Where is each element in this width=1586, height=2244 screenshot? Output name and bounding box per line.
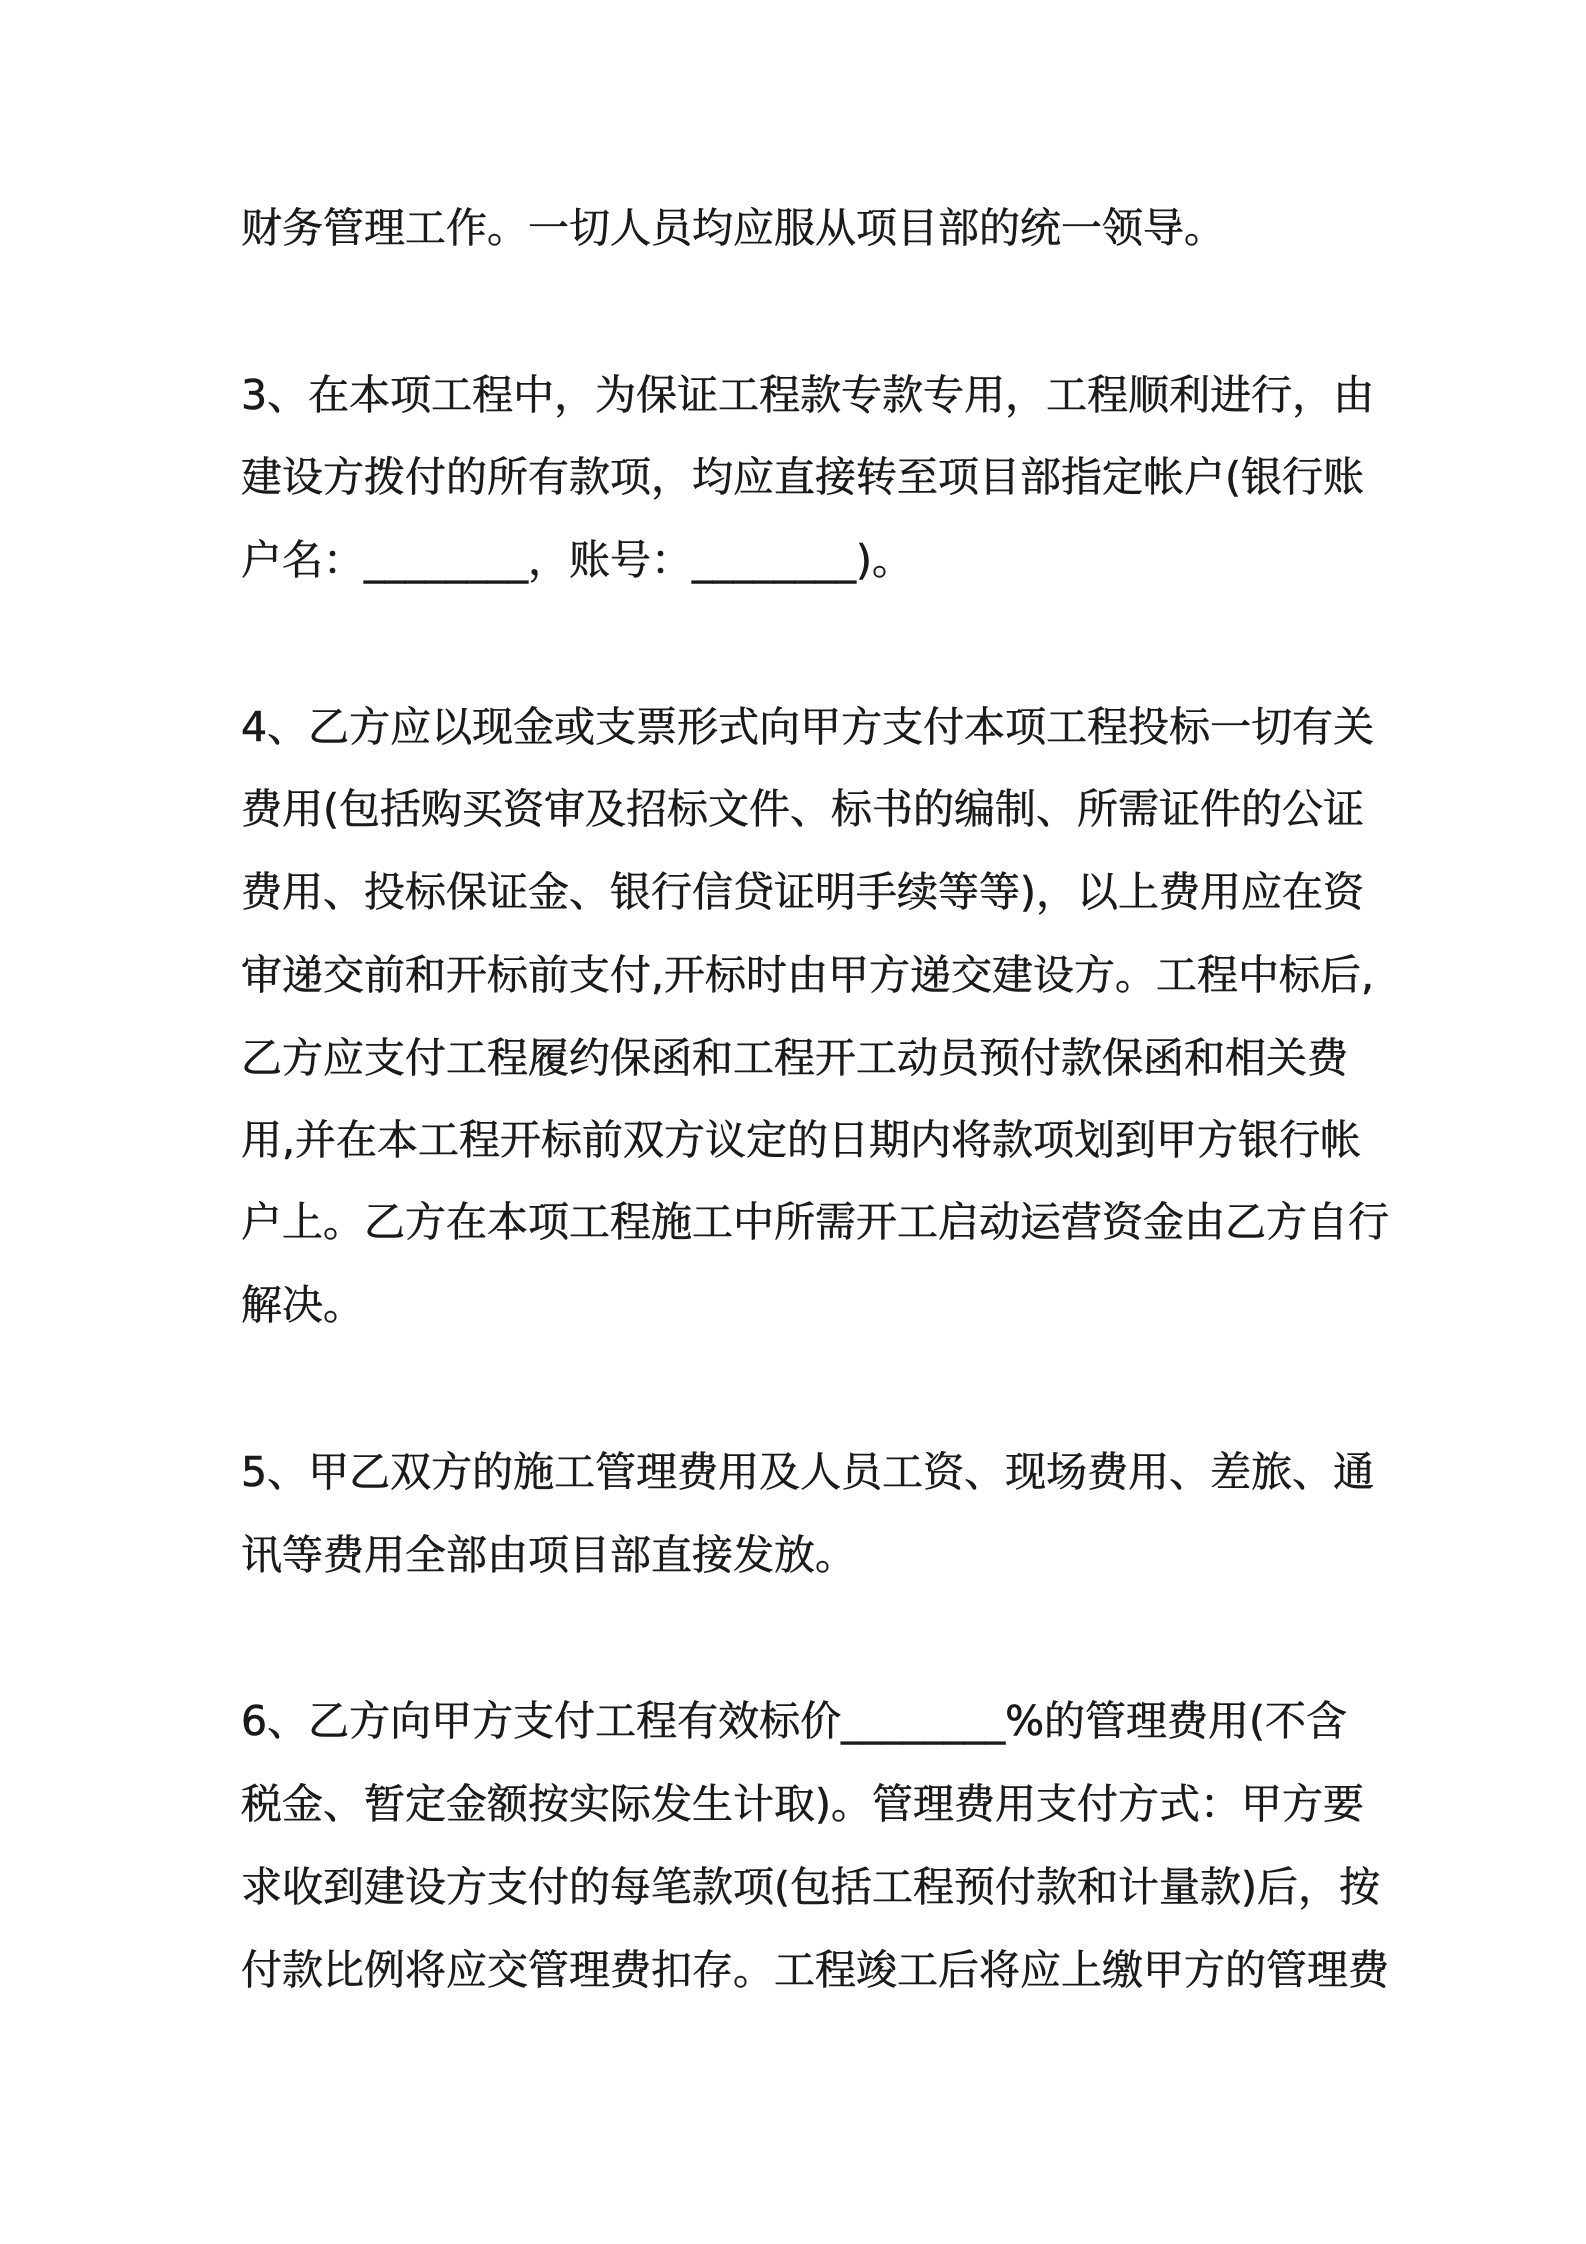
paragraph-5-line-1: 5、甲乙双方的施工管理费用及人员工资、现场费用、差旅、通: [241, 1448, 1375, 1496]
paragraph-3-line-3: 户名：________，账号：________)。: [241, 536, 913, 584]
paragraph-4-line-3: 费用、投标保证金、银行信贷证明手续等等)，以上费用应在资: [241, 868, 1364, 916]
paragraph-6-line-4: 付款比例将应交管理费扣存。工程竣工后将应上缴甲方的管理费: [241, 1946, 1389, 1994]
paragraph-6-line-3: 求收到建设方支付的每笔款项(包括工程预付款和计量款)后，按: [241, 1863, 1380, 1911]
paragraph-3-line-2: 建设方拨付的所有款项，均应直接转至项目部指定帐户(银行账: [241, 453, 1364, 501]
paragraph-4-line-4: 审递交前和开标前支付,开标时由甲方递交建设方。工程中标后,: [241, 951, 1375, 999]
paragraph-6-line-2: 税金、暂定金额按实际发生计取)。管理费用支付方式：甲方要: [241, 1780, 1364, 1828]
paragraph-4-line-7: 户上。乙方在本项工程施工中所需开工启动运营资金由乙方自行: [241, 1198, 1389, 1246]
paragraph-4-line-8: 解决。: [241, 1281, 364, 1329]
paragraph-4-line-2: 费用(包括购买资审及招标文件、标书的编制、所需证件的公证: [241, 785, 1364, 833]
paragraph-4-line-6: 用,并在本工程开标前双方议定的日期内将款项划到甲方银行帐: [241, 1116, 1362, 1164]
paragraph-continuation-line-1: 财务管理工作。一切人员均应服从项目部的统一领导。: [241, 204, 1225, 252]
paragraph-4-line-5: 乙方应支付工程履约保函和工程开工动员预付款保函和相关费: [241, 1034, 1348, 1082]
paragraph-4-line-1: 4、乙方应以现金或支票形式向甲方支付本项工程投标一切有关: [241, 703, 1375, 751]
paragraph-6-line-1: 6、乙方向甲方支付工程有效标价________%的管理费用(不含: [241, 1697, 1348, 1745]
paragraph-5-line-2: 讯等费用全部由项目部直接发放。: [241, 1531, 856, 1579]
paragraph-3-line-1: 3、在本项工程中，为保证工程款专款专用，工程顺利进行，由: [241, 371, 1375, 419]
